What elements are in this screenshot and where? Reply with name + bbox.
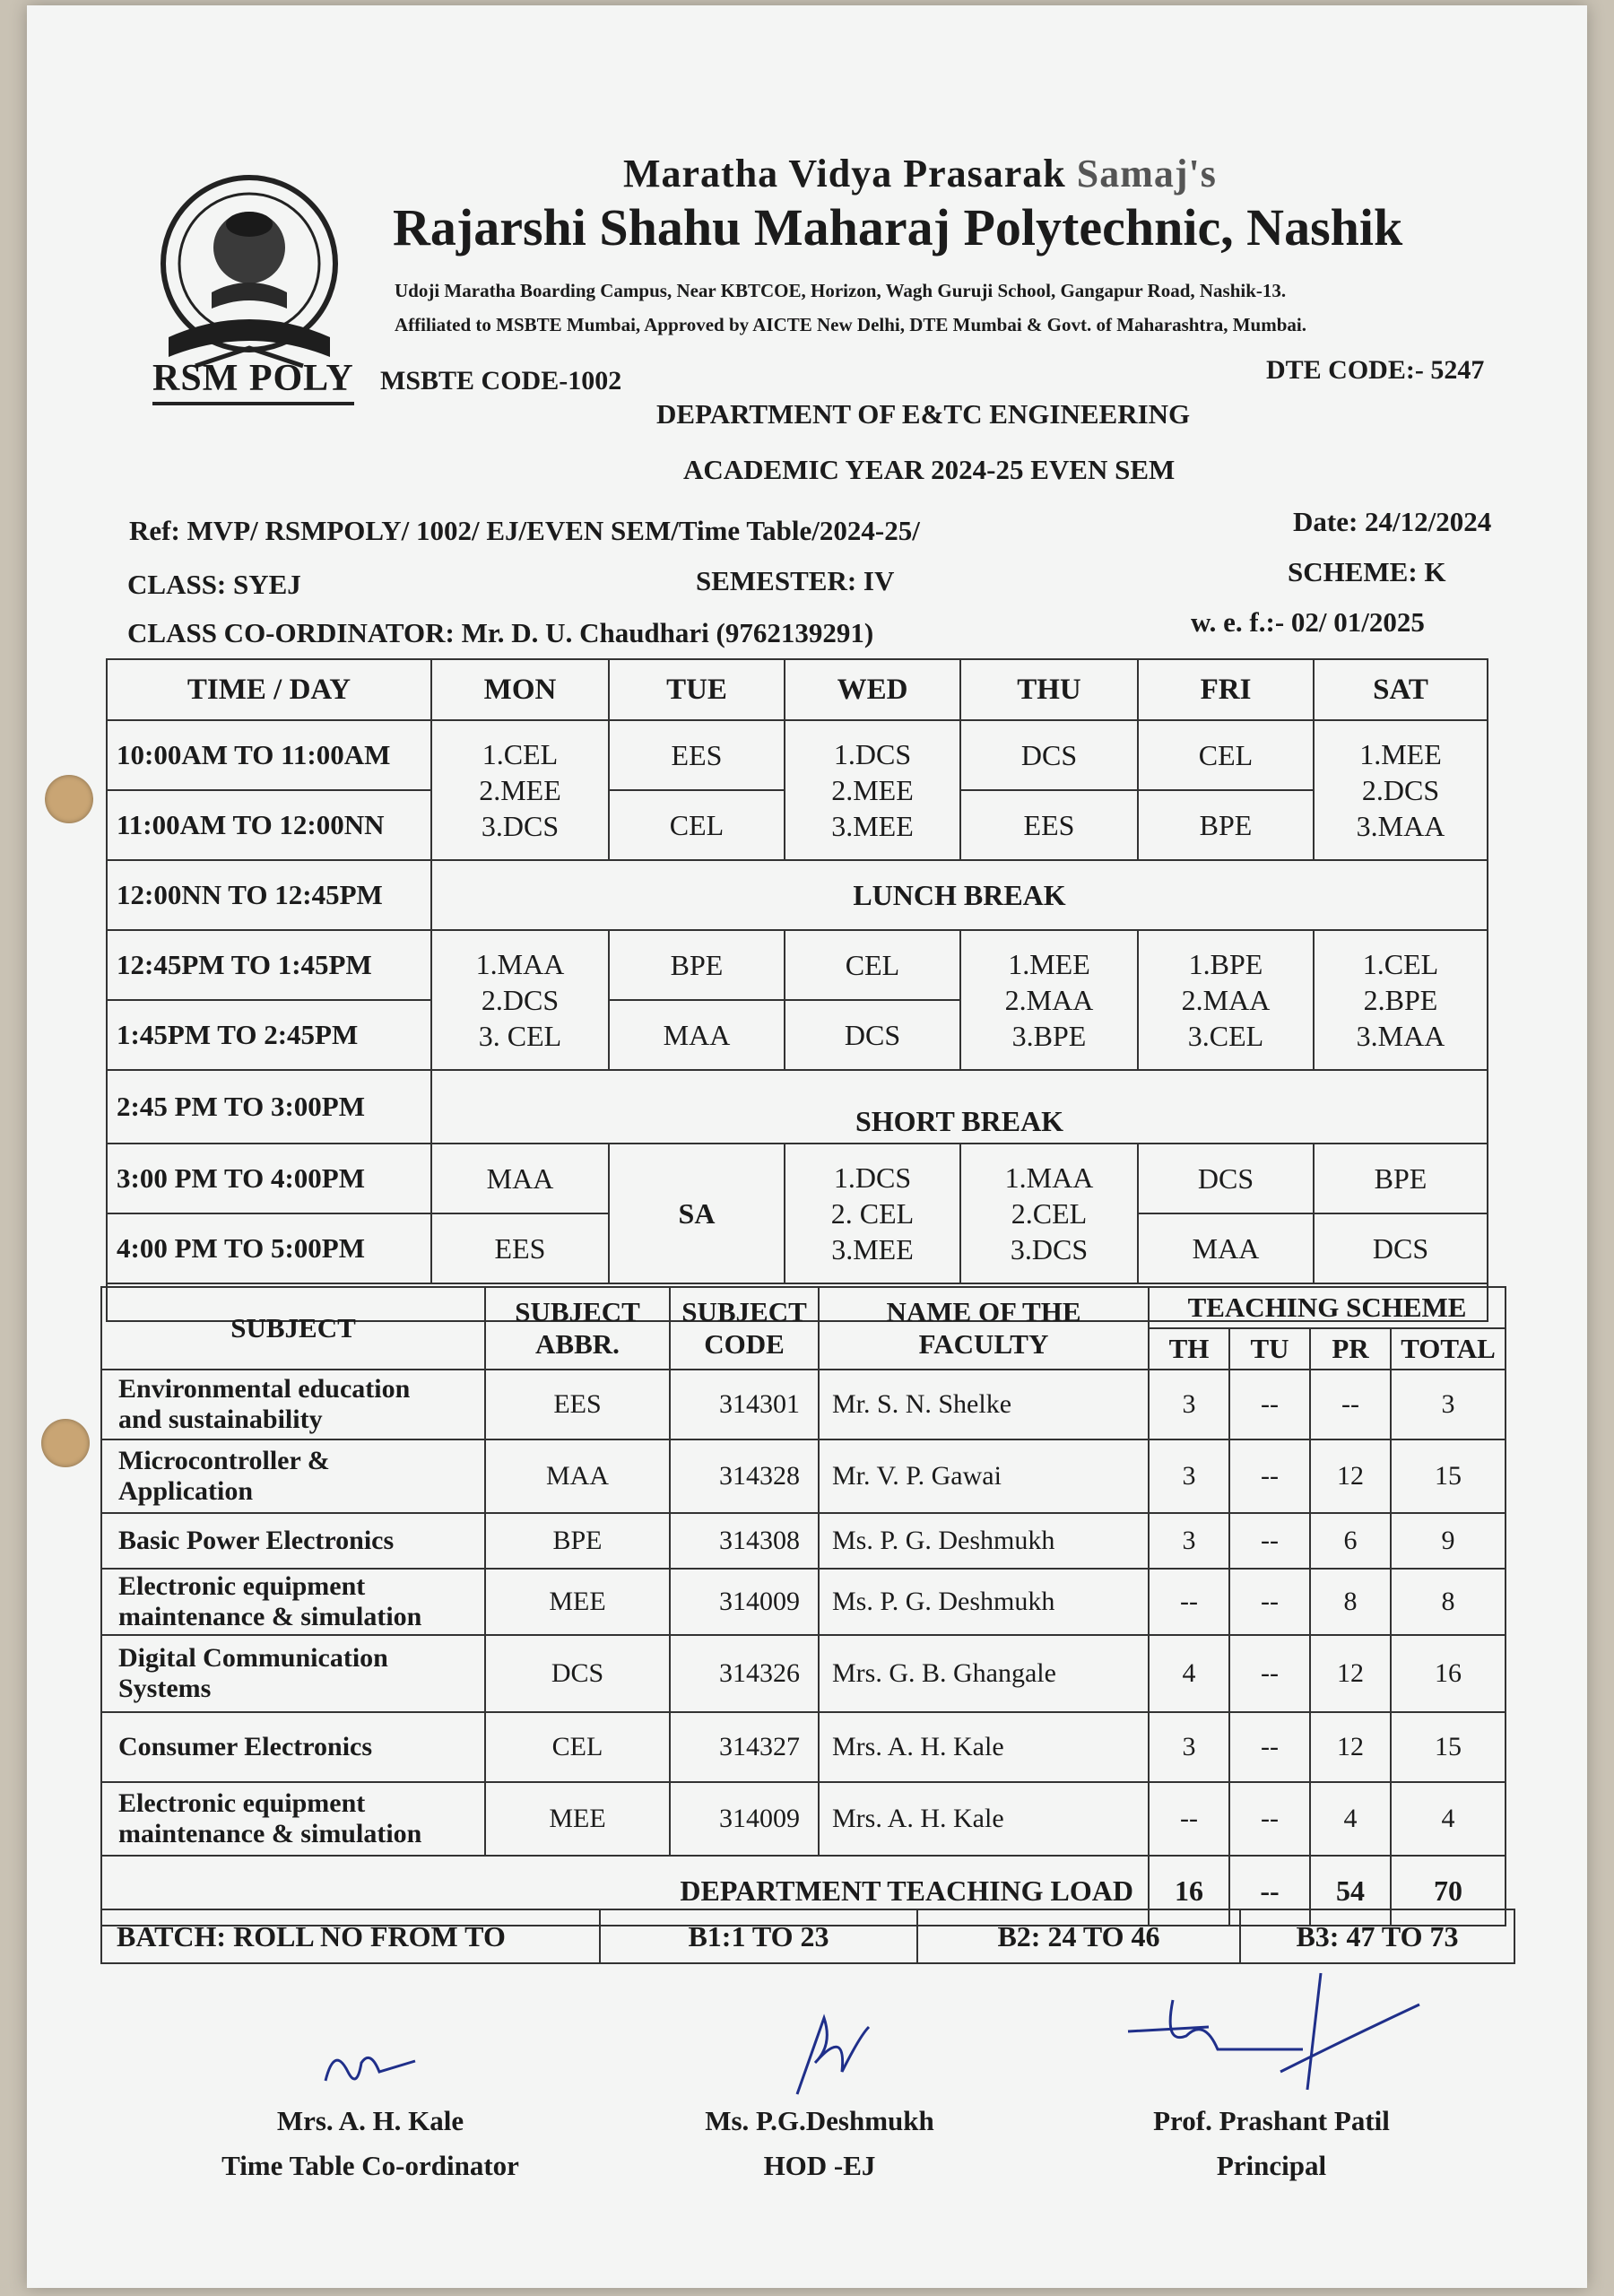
handwritten-signature	[761, 2009, 878, 2099]
tue-slot-4: MAA	[609, 1000, 785, 1070]
table-row	[101, 1635, 1506, 1712]
signatory-name: Ms. P.G.Deshmukh	[705, 2105, 934, 2136]
subject-name: Digital Communication Systems	[101, 1635, 485, 1712]
header-th: TH	[1149, 1328, 1229, 1370]
subject-name: Environmental education and sustainability	[101, 1370, 485, 1439]
signature-block-hod	[676, 2009, 963, 2188]
header-code: SUBJECT CODE	[670, 1287, 819, 1370]
header-teaching-scheme: TEACHING SCHEME	[1149, 1287, 1506, 1328]
signature-block-principal	[1119, 1964, 1424, 2188]
table-row	[101, 1513, 1506, 1569]
faculty-name: Mr. S. N. Shelke	[819, 1370, 1149, 1439]
effective-date: w. e. f.:- 02/ 01/2025	[1191, 606, 1425, 638]
fri-slot-2: BPE	[1138, 790, 1314, 860]
batch-b3: B3: 47 TO 73	[1240, 1909, 1514, 1963]
batch-table	[100, 1909, 1515, 1964]
time-slot: 3:00 PM TO 4:00PM	[107, 1144, 431, 1213]
table-row	[107, 720, 1488, 790]
class-coordinator: CLASS CO-ORDINATOR: Mr. D. U. Chaudhari (9762139291)	[127, 617, 874, 648]
wed-slot-3: CEL	[785, 930, 960, 1000]
subject-abbr: BPE	[485, 1513, 670, 1569]
header-mon: MON	[431, 659, 609, 720]
header-pr: PR	[1310, 1328, 1391, 1370]
time-slot: 10:00AM TO 11:00AM	[107, 720, 431, 790]
scheme-tu: --	[1229, 1370, 1310, 1439]
fri-slot-1: CEL	[1138, 720, 1314, 790]
subject-name: Electronic equipment maintenance & simulation	[101, 1782, 485, 1856]
header-sat: SAT	[1314, 659, 1488, 720]
thu-slot-5: 1.MAA 2.CEL 3.DCS	[960, 1144, 1138, 1283]
tue-slot-5: SA	[609, 1144, 785, 1283]
subject-code: 314326	[670, 1635, 819, 1712]
table-row	[101, 1712, 1506, 1782]
reference-number: Ref: MVP/ RSMPOLY/ 1002/ EJ/EVEN SEM/Time Table/2024-25/	[129, 515, 920, 546]
subject-abbr: CEL	[485, 1712, 670, 1782]
scheme-pr: 4	[1310, 1782, 1391, 1856]
header-time-day: TIME / DAY	[107, 659, 431, 720]
scheme-th: 3	[1149, 1712, 1229, 1782]
short-break: SHORT BREAK	[431, 1070, 1488, 1144]
lunch-break: LUNCH BREAK	[431, 860, 1488, 930]
table-row	[107, 1144, 1488, 1213]
header-total: TOTAL	[1391, 1328, 1506, 1370]
sat-slot-6: DCS	[1314, 1213, 1488, 1283]
subject-header-row	[101, 1287, 1506, 1328]
signatory-role: Principal	[1216, 2150, 1327, 2181]
society-name: Maratha Vidya Prasarak Samaj's	[623, 152, 1217, 196]
batch-row	[101, 1909, 1514, 1963]
header-fri: FRI	[1138, 659, 1314, 720]
subject-table	[100, 1286, 1506, 1926]
scheme-tu: --	[1229, 1569, 1310, 1635]
signature-block-timetable-coordinator	[195, 2036, 545, 2188]
table-row	[101, 1439, 1506, 1513]
subject-code: 314327	[670, 1712, 819, 1782]
scheme-pr: 12	[1310, 1712, 1391, 1782]
document-date: Date: 24/12/2024	[1293, 506, 1492, 537]
class-label: CLASS: SYEJ	[127, 569, 301, 600]
tue-slot-3: BPE	[609, 930, 785, 1000]
scheme-total: 9	[1391, 1513, 1506, 1569]
subject-abbr: MEE	[485, 1782, 670, 1856]
scheme-pr: 12	[1310, 1635, 1391, 1712]
scheme-label: SCHEME: K	[1288, 556, 1446, 587]
mon-slot-6: EES	[431, 1213, 609, 1283]
subject-abbr: DCS	[485, 1635, 670, 1712]
logo-text: RSM POLY	[152, 357, 354, 405]
header-abbr: SUBJECT ABBR.	[485, 1287, 670, 1370]
mon-slot-1: 1.CEL 2.MEE 3.DCS	[431, 720, 609, 860]
scheme-th: 3	[1149, 1513, 1229, 1569]
subject-code: 314308	[670, 1513, 819, 1569]
batch-b1: B1:1 TO 23	[600, 1909, 917, 1963]
subject-name: Basic Power Electronics	[101, 1513, 485, 1569]
mon-slot-5: MAA	[431, 1144, 609, 1213]
handwritten-signature	[308, 2036, 433, 2099]
table-row	[101, 1569, 1506, 1635]
time-slot: 11:00AM TO 12:00NN	[107, 790, 431, 860]
header-wed: WED	[785, 659, 960, 720]
college-address: Udoji Maratha Boarding Campus, Near KBTCOE, Horizon, Wagh Guruji School, Gangapur Road, Nashik-13.	[395, 280, 1287, 301]
handwritten-signature	[1119, 1964, 1424, 2099]
scheme-total: 4	[1391, 1782, 1506, 1856]
subject-abbr: MEE	[485, 1569, 670, 1635]
teaching-load-label: DEPARTMENT TEACHING LOAD	[101, 1856, 1149, 1926]
subject-abbr: EES	[485, 1370, 670, 1439]
time-slot: 2:45 PM TO 3:00PM	[107, 1070, 431, 1144]
semester-label: SEMESTER: IV	[696, 565, 895, 596]
scheme-th: --	[1149, 1782, 1229, 1856]
scheme-th: 3	[1149, 1439, 1229, 1513]
punch-hole	[45, 775, 93, 823]
batch-label: BATCH: ROLL NO FROM TO	[101, 1909, 600, 1963]
wed-slot-4: DCS	[785, 1000, 960, 1070]
thu-slot-2: EES	[960, 790, 1138, 860]
table-row	[101, 1370, 1506, 1439]
faculty-name: Ms. P. G. Deshmukh	[819, 1513, 1149, 1569]
subject-code: 314301	[670, 1370, 819, 1439]
timetable	[106, 658, 1488, 1322]
time-slot: 4:00 PM TO 5:00PM	[107, 1213, 431, 1283]
scheme-pr: 6	[1310, 1513, 1391, 1569]
mon-slot-3: 1.MAA 2.DCS 3. CEL	[431, 930, 609, 1070]
wed-slot-1: 1.DCS 2.MEE 3.MEE	[785, 720, 960, 860]
header-subject: SUBJECT	[101, 1287, 485, 1370]
subject-code: 314328	[670, 1439, 819, 1513]
timetable-header-row	[107, 659, 1488, 720]
subject-name: Consumer Electronics	[101, 1712, 485, 1782]
msbte-code: MSBTE CODE-1002	[380, 366, 622, 396]
faculty-name: Ms. P. G. Deshmukh	[819, 1569, 1149, 1635]
signatory-name: Prof. Prashant Patil	[1153, 2105, 1390, 2136]
faculty-name: Mr. V. P. Gawai	[819, 1439, 1149, 1513]
college-seal-logo	[133, 158, 366, 391]
signatory-role: HOD -EJ	[763, 2150, 876, 2181]
scheme-tu: --	[1229, 1635, 1310, 1712]
department-title: DEPARTMENT OF E&TC ENGINEERING	[656, 398, 1191, 430]
scheme-tu: --	[1229, 1439, 1310, 1513]
scheme-tu: --	[1229, 1712, 1310, 1782]
subject-name: Microcontroller & Application	[101, 1439, 485, 1513]
load-pr: 54	[1310, 1856, 1391, 1926]
scheme-th: 4	[1149, 1635, 1229, 1712]
faculty-name: Mrs. A. H. Kale	[819, 1712, 1149, 1782]
tue-slot-2: CEL	[609, 790, 785, 860]
time-slot: 12:45PM TO 1:45PM	[107, 930, 431, 1000]
thu-slot-1: DCS	[960, 720, 1138, 790]
tue-slot-1: EES	[609, 720, 785, 790]
load-total: 70	[1391, 1856, 1506, 1926]
thu-slot-3: 1.MEE 2.MAA 3.BPE	[960, 930, 1138, 1070]
table-row	[107, 1070, 1488, 1144]
fri-slot-6: MAA	[1138, 1213, 1314, 1283]
scheme-total: 15	[1391, 1439, 1506, 1513]
affiliation-line: Affiliated to MSBTE Mumbai, Approved by AICTE New Delhi, DTE Mumbai & Govt. of Maharashtra, Mumbai.	[395, 314, 1306, 335]
fri-slot-5: DCS	[1138, 1144, 1314, 1213]
scheme-tu: --	[1229, 1513, 1310, 1569]
load-th: 16	[1149, 1856, 1229, 1926]
sat-slot-5: BPE	[1314, 1144, 1488, 1213]
scheme-total: 16	[1391, 1635, 1506, 1712]
dte-code: DTE CODE:- 5247	[1266, 355, 1485, 385]
header-tue: TUE	[609, 659, 785, 720]
subject-abbr: MAA	[485, 1439, 670, 1513]
faculty-name: Mrs. A. H. Kale	[819, 1782, 1149, 1856]
scheme-pr: --	[1310, 1370, 1391, 1439]
time-slot: 1:45PM TO 2:45PM	[107, 1000, 431, 1070]
batch-b2: B2: 24 TO 46	[917, 1909, 1240, 1963]
academic-year: ACADEMIC YEAR 2024-25 EVEN SEM	[683, 454, 1176, 485]
signatory-name: Mrs. A. H. Kale	[276, 2105, 464, 2136]
college-name: Rajarshi Shahu Maharaj Polytechnic, Nashik	[393, 198, 1403, 257]
scheme-total: 15	[1391, 1712, 1506, 1782]
sat-slot-3: 1.CEL 2.BPE 3.MAA	[1314, 930, 1488, 1070]
scheme-pr: 8	[1310, 1569, 1391, 1635]
subject-code: 314009	[670, 1782, 819, 1856]
scheme-total: 8	[1391, 1569, 1506, 1635]
wed-slot-5: 1.DCS 2. CEL 3.MEE	[785, 1144, 960, 1283]
header-faculty: NAME OF THE FACULTY	[819, 1287, 1149, 1370]
sat-slot-1: 1.MEE 2.DCS 3.MAA	[1314, 720, 1488, 860]
scheme-total: 3	[1391, 1370, 1506, 1439]
subject-name: Electronic equipment maintenance & simulation	[101, 1569, 485, 1635]
faculty-name: Mrs. G. B. Ghangale	[819, 1635, 1149, 1712]
table-row	[107, 930, 1488, 1000]
scheme-tu: --	[1229, 1782, 1310, 1856]
scheme-th: 3	[1149, 1370, 1229, 1439]
scheme-th: --	[1149, 1569, 1229, 1635]
signatory-role: Time Table Co-ordinator	[221, 2150, 519, 2181]
header-thu: THU	[960, 659, 1138, 720]
table-row	[101, 1782, 1506, 1856]
table-row	[107, 860, 1488, 930]
load-tu: --	[1229, 1856, 1310, 1926]
header-tu: TU	[1229, 1328, 1310, 1370]
subject-code: 314009	[670, 1569, 819, 1635]
punch-hole	[41, 1419, 90, 1467]
time-slot: 12:00NN TO 12:45PM	[107, 860, 431, 930]
scheme-pr: 12	[1310, 1439, 1391, 1513]
fri-slot-3: 1.BPE 2.MAA 3.CEL	[1138, 930, 1314, 1070]
